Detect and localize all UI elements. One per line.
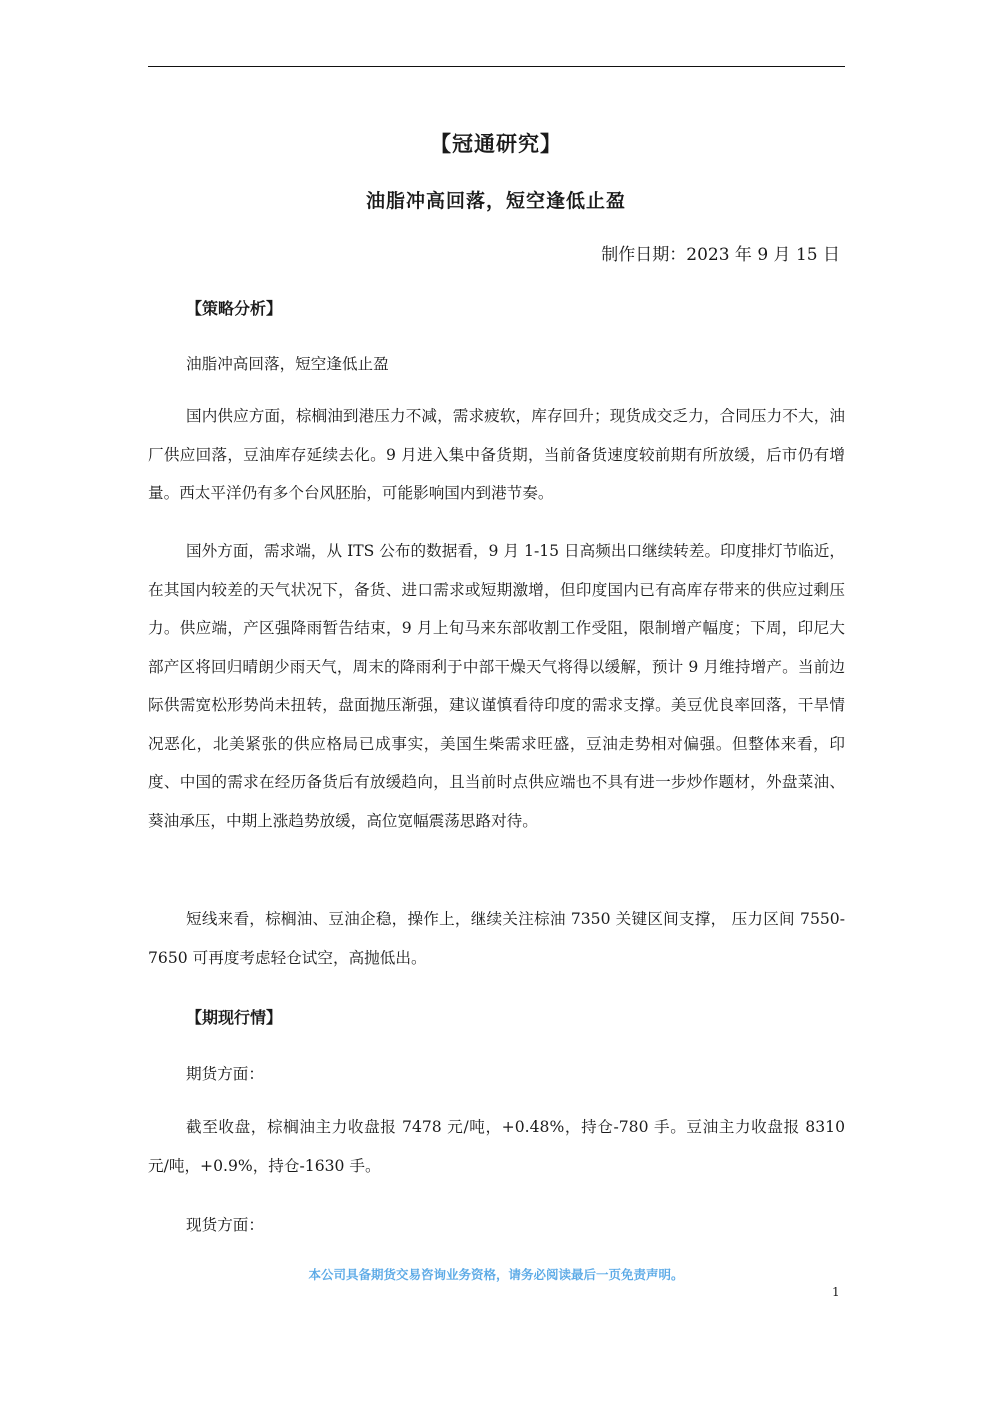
- spot-label: 现货方面：: [186, 1216, 264, 1234]
- strategy-heading: 【策略分析】: [186, 299, 283, 318]
- document-title: 油脂冲高回落，短空逢低止盈: [365, 190, 626, 212]
- page-number: 1: [832, 1285, 840, 1299]
- document-date: 制作日期：2023 年 9 月 15 日: [601, 245, 840, 265]
- footer-disclaimer: 本公司具备期货交易咨询业务资格，请务必阅读最后一页免责声明。: [308, 1267, 684, 1282]
- domestic-paragraph: 国内供应方面，棕榈油到港压力不减，需求疲软，库存回升；现货成交乏力，合同压力不大，油厂供应回落，豆油库存延续去化。9 月进入集中备货期，当前备货速度较前期有所放缓，后市仍有增量。西太平洋仍有多个台风胚胎，可能影响国内到港节奏。: [148, 407, 845, 502]
- brand-title: 【冠通研究】: [430, 132, 562, 156]
- futures-paragraph: 截至收盘，棕榈油主力收盘报 7478 元/吨，+0.48%，持仓-780 手。豆油主力收盘报 8310 元/吨，+0.9%，持仓-1630 手。: [148, 1118, 845, 1175]
- short-term-paragraph: 短线来看，棕榈油、豆油企稳，操作上，继续关注棕油 7350 关键区间支撑， 压力区间 7550-7650 可再度考虑轻仓试空，高抛低出。: [148, 910, 845, 967]
- header-rule: [148, 66, 845, 67]
- foreign-paragraph: 国外方面，需求端，从 ITS 公布的数据看，9 月 1-15 日高频出口继续转差。印度排灯节临近，在其国内较差的天气状况下，备货、进口需求或短期激增，但印度国内已有高库存带来的供应过剩压力。供应端，产区强降雨暂告结束，9 月上旬马来东部收割工作受阻，限制增产幅度；下周，印尼大部产区将回归晴朗少雨天气，周末的降雨利于中部干燥天气将得以缓解，预计 9 月维持增产。当前边际供需宽松形势尚未扭转，盘面抛压渐强，建议谨慎看待印度的需求支撑。美豆优良率回落，干旱情况恶化，北美紧张的供应格局已成事实，美国生柴需求旺盛，豆油走势相对偏强。但整体来看，印度、中国的需求在经历备货后有放缓趋向，且当前时点供应端也不具有进一步炒作题材，外盘菜油、葵油承压，中期上涨趋势放缓，高位宽幅震荡思路对待。: [148, 542, 845, 830]
- strategy-summary: 油脂冲高回落，短空逢低止盈: [186, 355, 389, 373]
- market-heading: 【期现行情】: [186, 1008, 283, 1027]
- futures-label: 期货方面：: [186, 1065, 264, 1083]
